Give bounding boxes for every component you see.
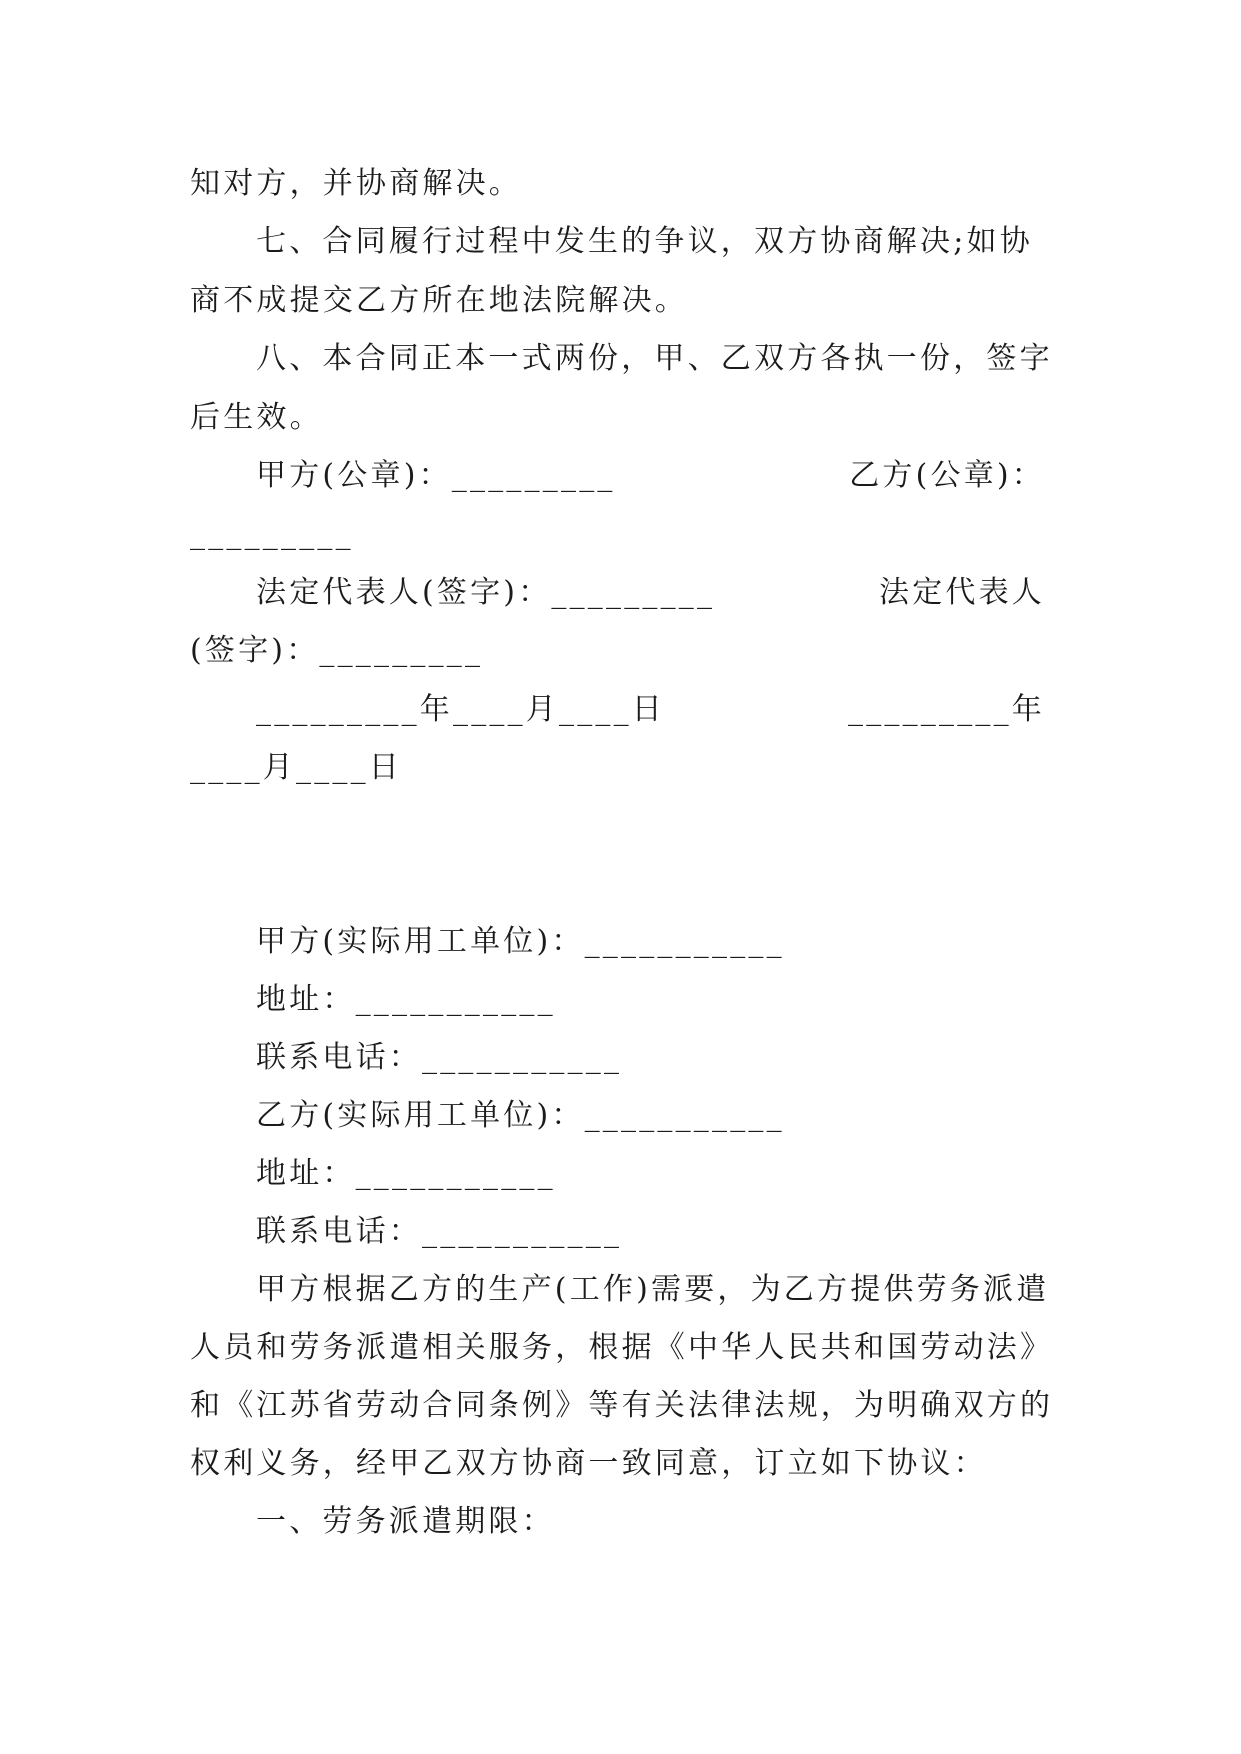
party-b-phone: 联系电话：___________ [256,1214,623,1249]
party-b-address: 地址：___________ [256,1156,556,1191]
party-a-name: 甲方(实际用工单位)：___________ [256,924,785,959]
party-a-legal-rep: 法定代表人(签字)：_________ [256,575,716,610]
clause-8: 八、本合同正本一式两份，甲、乙双方各执一份，签字 [256,341,1053,376]
preamble-line: 人员和劳务派遣相关服务，根据《中华人民共和国劳动法》 [190,1330,1054,1365]
party-b-seal: 乙方(公章)： [849,458,1045,493]
party-b-date-month-day: ____月____日 [190,750,402,785]
text-line: 后生效。 [190,400,323,435]
party-b-seal-blank: _________ [190,516,354,551]
party-a-phone: 联系电话：___________ [256,1040,623,1075]
preamble-line: 和《江苏省劳动合同条例》等有关法律法规，为明确双方的 [190,1388,1054,1423]
party-a-date: _________年____月____日 [256,692,665,727]
party-b-date-year: _________年 [848,692,1045,727]
text-line: 知对方，并协商解决。 [190,166,522,201]
clause-7: 七、合同履行过程中发生的争议，双方协商解决;如协 [256,224,1033,259]
preamble-line: 甲方根据乙方的生产(工作)需要，为乙方提供劳务派遣 [256,1272,1050,1307]
party-a-address: 地址：___________ [256,982,556,1017]
party-b-name: 乙方(实际用工单位)：___________ [256,1098,785,1133]
party-b-legal-rep: 法定代表人 [879,575,1045,610]
party-a-seal: 甲方(公章)：_________ [256,458,616,493]
clause-1-heading: 一、劳务派遣期限： [256,1504,555,1539]
text-line: 商不成提交乙方所在地法院解决。 [190,283,688,318]
preamble-line: 权利义务，经甲乙双方协商一致同意，订立如下协议： [190,1446,987,1481]
party-b-legal-rep-sign: (签字)：_________ [190,633,484,668]
